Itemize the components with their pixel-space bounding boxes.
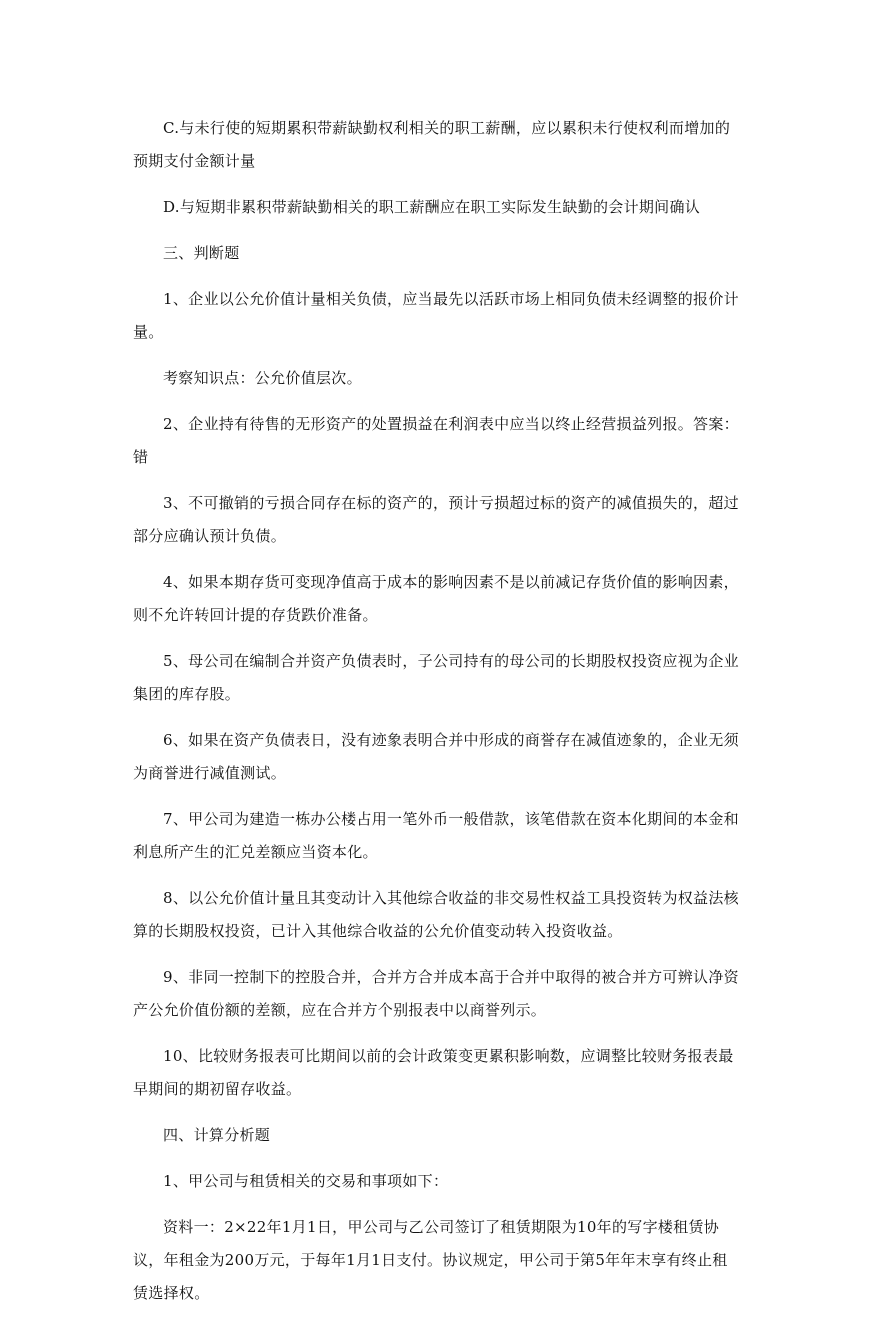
- question-9: 9、非同一控制下的控股合并，合并方合并成本高于合并中取得的被合并方可辨认净资产公允价值份额的差额，应在合并方个别报表中以商誉列示。: [133, 968, 739, 1019]
- knowledge-point-note: 考察知识点：公允价值层次。: [163, 369, 362, 387]
- question-5: 5、母公司在编制合并资产负债表时，子公司持有的母公司的长期股权投资应视为企业集团的库存股。: [133, 652, 739, 703]
- material-one: 资料一：2×22年1月1日，甲公司与乙公司签订了租赁期限为10年的写字楼租赁协议，年租金为200万元，于每年1月1日支付。协议规定，甲公司于第5年年末享有终止租赁选择权。: [133, 1218, 728, 1302]
- option-d-text: D.与短期非累积带薪缺勤相关的职工薪酬应在职工实际发生缺勤的会计期间确认: [163, 198, 701, 216]
- document-body: [133, 112, 739, 1323]
- question-10: 10、比较财务报表可比期间以前的会计政策变更累积影响数，应调整比较财务报表最早期间的期初留存收益。: [133, 1047, 734, 1098]
- question-7: 7、甲公司为建造一栋办公楼占用一笔外币一般借款，该笔借款在资本化期间的本金和利息所产生的汇兑差额应当资本化。: [133, 810, 739, 861]
- section-heading-calculation: 四、计算分析题: [163, 1126, 271, 1144]
- option-c-text: C.与未行使的短期累积带薪缺勤权利相关的职工薪酬，应以累积未行使权利而增加的预期支付金额计量: [133, 119, 731, 170]
- section-heading-true-false: 三、判断题: [163, 244, 240, 262]
- question-2: 2、企业持有待售的无形资产的处置损益在利润表中应当以终止经营损益列报。答案：错: [133, 415, 739, 466]
- question-8: 8、以公允价值计量且其变动计入其他综合收益的非交易性权益工具投资转为权益法核算的长期股权投资，已计入其他综合收益的公允价值变动转入投资收益。: [133, 889, 739, 940]
- question-3: 3、不可撤销的亏损合同存在标的资产的，预计亏损超过标的资产的减值损失的，超过部分应确认预计负债。: [133, 494, 739, 545]
- question-6: 6、如果在资产负债表日，没有迹象表明合并中形成的商誉存在减值迹象的，企业无须为商誉进行减值测试。: [133, 731, 739, 782]
- question-4: 4、如果本期存货可变现净值高于成本的影响因素不是以前减记存货价值的影响因素，则不允许转回计提的存货跌价准备。: [133, 573, 739, 624]
- calc-question-1: 1、甲公司与租赁相关的交易和事项如下：: [163, 1172, 449, 1190]
- question-1: 1、企业以公允价值计量相关负债，应当最先以活跃市场上相同负债未经调整的报价计量。: [133, 290, 739, 341]
